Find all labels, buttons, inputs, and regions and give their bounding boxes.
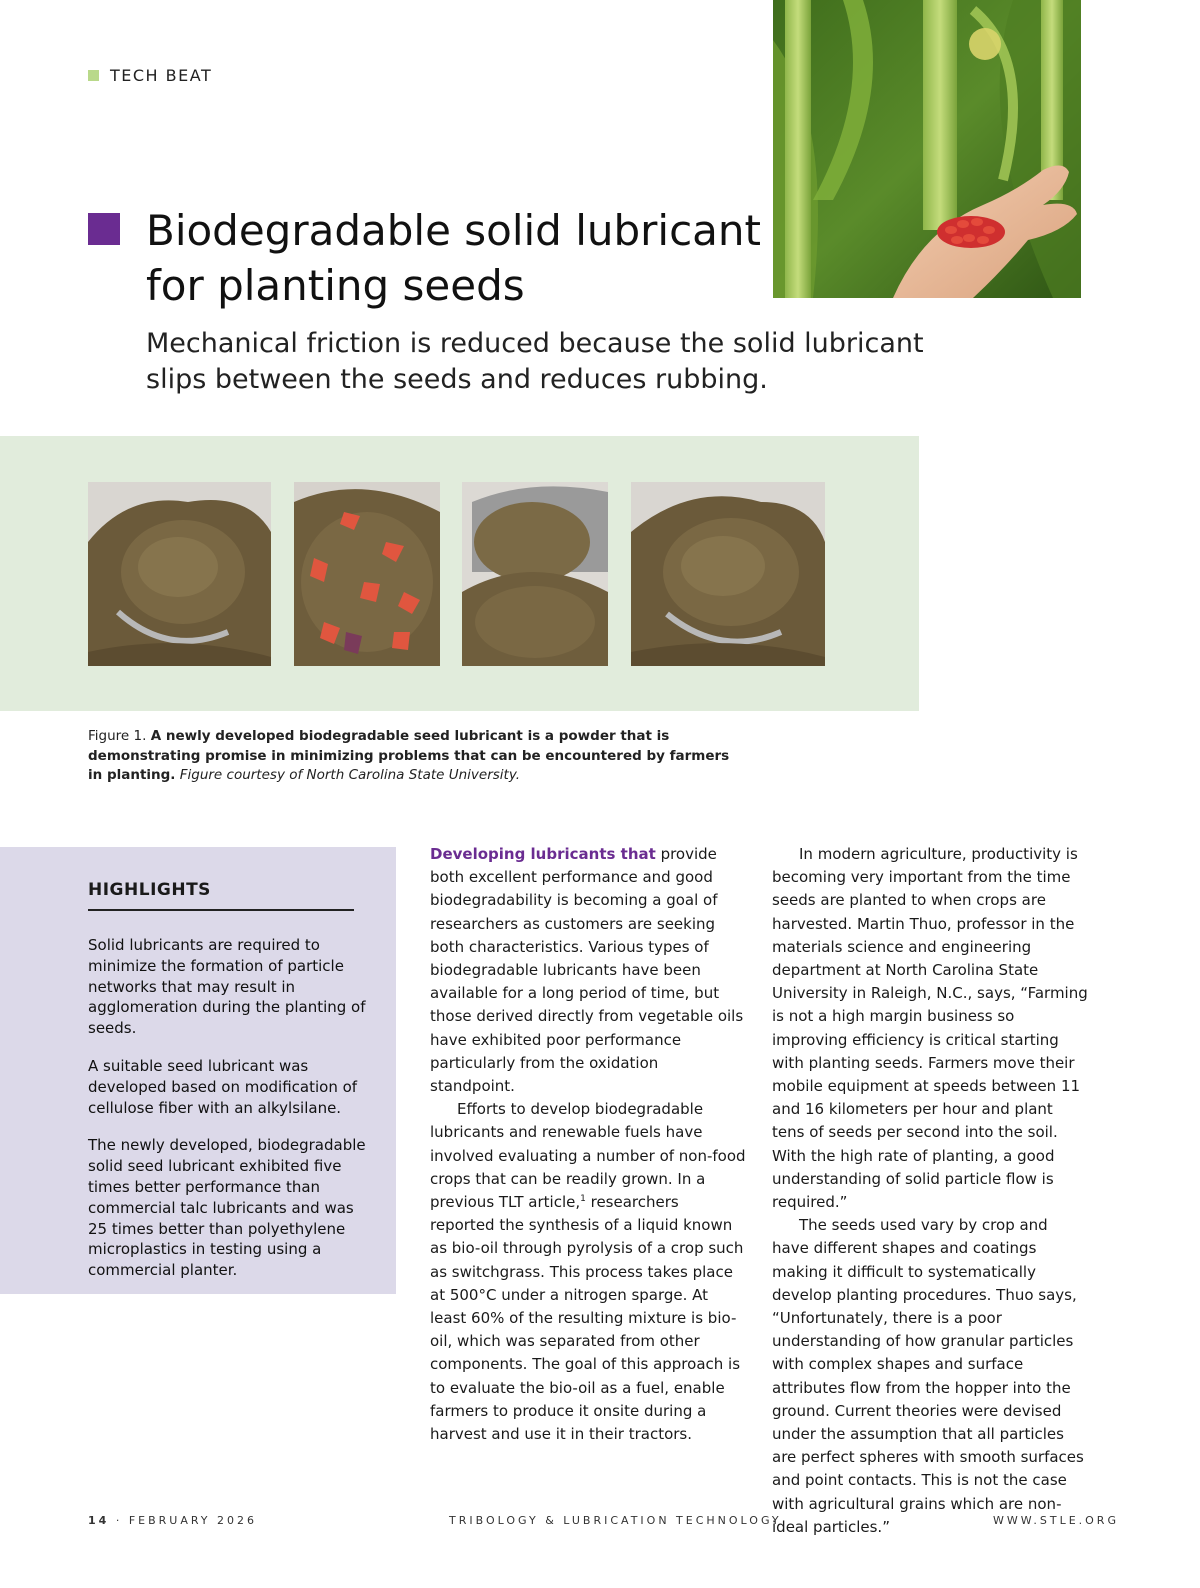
tag-square-icon [88,70,99,81]
body-paragraph [430,843,746,1098]
figure-caption [88,727,738,786]
body-column-1 [430,843,746,1446]
title-accent-square-icon [88,213,120,245]
issue-date: FEBRUARY 2026 [128,1514,258,1527]
paragraph-text: researchers reported the synthesis of a liquid known as bio-oil through pyrolysis of a crop such as switchgrass. This process takes place at 500°C under a nitrogen sparge. At least 60% of the resulting mixture is bio-oil, which was separated from other components. The goal of this approach is to evaluate the bio-oil as a fuel, enable farmers to produce it onsite during a harvest and use it in their tractors. [430,1193,744,1444]
highlight-item: The newly developed, biodegradable solid seed lubricant exhibited five times better performance than commercial talc lubricants and was 25 times better than polyethylene microplastics in testing using a commercial planter. [88,1136,366,1280]
body-paragraph: The seeds used vary by crop and have different shapes and coatings making it difficult to systematically develop planting procedures. Thuo says, “Unfortunately, there is a poor understanding of how granular particles with complex shapes and surface attributes flow from the hopper into the ground. Current theories were devised under the assumption that all particles are perfect spheres with smooth surfaces and point contacts. This is not the case with agricultural grains which are non-ideal particles.” [772,1216,1084,1536]
section-tag-label: TECH BEAT [110,66,213,85]
body-paragraph: In modern agriculture, productivity is becoming very important from the time seeds are planted to when crops are harvested. Martin Thuo, professor in the materials science and engineering department at North Carolina State University in Raleigh, N.C., says, “Farming is not a high margin business so improving efficiency is critical starting with planting seeds. Farmers move their mobile equipment at speeds between 11 and 16 kilometers per hour and plant tens of seeds per second into the soil. With the high rate of planting, a good understanding of solid particle flow is required.” [772,845,1088,1212]
page-number: 14 [88,1514,110,1527]
body-column-2 [772,843,1088,1539]
highlight-item: A suitable seed lubricant was developed based on modification of cellulose fiber with an alkylsilane. [88,1056,358,1117]
footer-page-info [88,1514,257,1527]
figure-photo-powder-scoop [88,482,271,666]
highlights-list [88,935,370,1298]
figure-caption-credit: Figure courtesy of North Carolina State University. [179,767,521,783]
footer-separator: · [115,1514,123,1527]
highlights-heading: HIGHLIGHTS [88,880,211,900]
hero-photo-hand-with-seeds [773,0,1081,298]
article-title: Biodegradable solid lubricant for planting seeds [146,206,761,310]
figure-caption-label: Figure 1. [88,728,147,744]
footnote-reference: 1 [580,1194,586,1205]
figure-photo-powder-with-seeds [294,482,440,666]
publication-name: TRIBOLOGY & LUBRICATION TECHNOLOGY [449,1514,782,1527]
figure-1-band [0,436,919,711]
highlight-item: Solid lubricants are required to minimize the formation of particle networks that may result in agglomeration during the planting of seeds. [88,936,366,1038]
hero-photo-illustration [773,0,1081,298]
highlights-divider [88,909,354,911]
paragraph-lead-in: Developing lubricants that [430,845,656,863]
paragraph-text: provide both excellent performance and good biodegradability is becoming a goal of researchers as customers are seeking both characteristics. Various types of biodegradable lubricants have been available for a long period of time, but those derived directly from vegetable oils have exhibited poor performance particularly from the oxidation standpoint. [430,845,744,1096]
paragraph-text: Efforts to develop biodegradable lubricants and renewable fuels have involved evaluating a number of non-food crops that can be readily grown. In a previous TLT article, [430,1100,746,1212]
body-paragraph [430,1098,746,1446]
article-subtitle: Mechanical friction is reduced because the solid lubricant slips between the seeds and reduces rubbing. [146,328,924,395]
figure-caption-text: A newly developed biodegradable seed lubricant is a powder that is demonstrating promise in minimizing problems that can be encountered by farmers in planting. [88,728,730,783]
website-link[interactable]: WWW.STLE.ORG [993,1514,1119,1527]
figure-photo-powder-in-cup [462,482,608,666]
highlights-box [0,847,396,1294]
figure-photo-powder-scoop-2 [631,482,825,666]
section-tag [88,66,212,85]
